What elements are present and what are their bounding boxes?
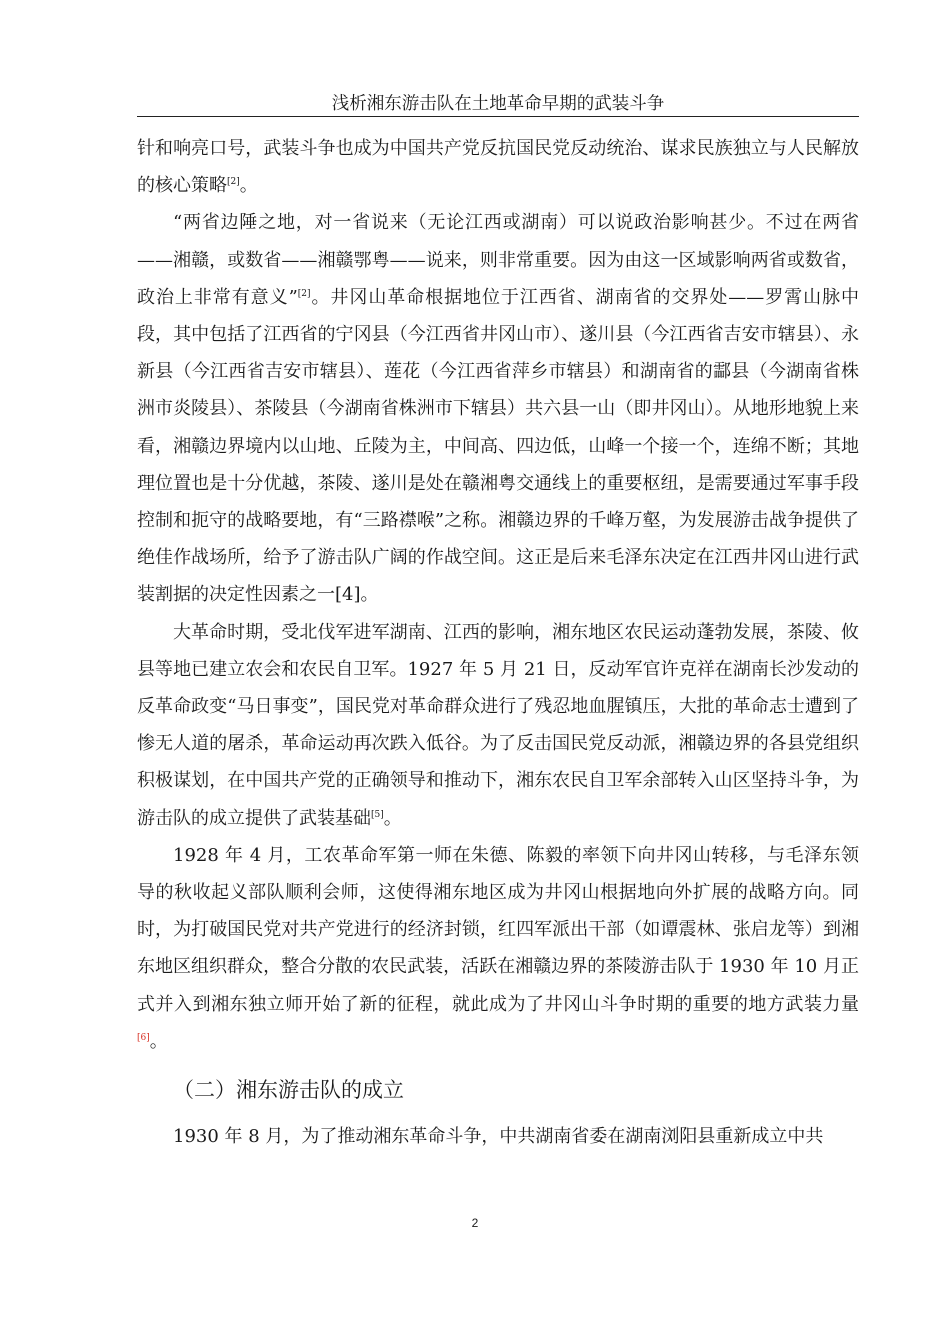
paragraph-text-end: 。: [149, 1030, 168, 1052]
paragraph-5: [137, 1118, 859, 1155]
citation: [2]: [297, 288, 311, 299]
running-header: 浅析湘东游击队在土地革命早期的武装斗争: [331, 94, 665, 114]
citation: [2]: [227, 177, 240, 188]
paragraph-text: 大革命时期，受北伐军进军湖南、江西的影响，湘东地区农民运动蓬勃发展，茶陵、攸县等地已建立农会和农民自卫军。1927 年 5 月 21 日，反动军官许克祥在湖南长沙发动的反革命政变“马日事变”，国民党对革命群众进行了残忍地血腥镇压，大批的革命志士遭到了惨无人道的屠杀，革命运动再次跌入低谷。为了反击国民党反动派，湘赣边界的各县党组织积极谋划，在中国共产党的正确领导和推动下，湘东农民自卫军余部转入山区坚持斗争，为游击队的成立提供了武装基础: [137, 621, 859, 829]
paragraph-3: [137, 614, 859, 837]
paragraph-text: “两省边陲之地，对一省说来（无论江西或湖南）可以说政治影响甚少。不过在两省——湘赣，或数省——湘赣鄂粤——说来，则非常重要。因为由这一区域影响两省或数省，政治上非常有意义”: [137, 212, 859, 308]
citation: [6]: [137, 1032, 150, 1043]
paragraph-text-end: 。井冈山革命根据地位于江西省、湖南省的交界处——罗霄山脉中段，其中包括了江西省的宁冈县（今江西省井冈山市）、遂川县（今江西省吉安市辖县）、永新县（今江西省吉安市辖县）、莲花（今江西省萍乡市辖县）和湖南省的酃县（今湖南省株洲市炎陵县）、茶陵县（今湖南省株洲市下辖县）共六县一山（即井冈山）。从地形地貌上来看，湘赣边界境内以山地、丘陵为主，中间高、四边低，山峰一个接一个，连绵不断；其地理位置也是十分优越，茶陵、遂川是处在赣湘粤交通线上的重要枢纽，是需要通过军事手段控制和扼守的战略要地，有“三路襟喉”之称。湘赣边界的千峰万壑，为发展游击战争提供了绝佳作战场所，给予了游击队广阔的作战空间。这正是后来毛泽东决定在江西井冈山进行武装割据的决定性因素之一[4]。: [137, 286, 860, 606]
paragraph-text-end: 。: [239, 175, 258, 197]
paragraph-text-end: 。: [383, 807, 402, 829]
paragraph-text: 针和响亮口号，武装斗争也成为中国共产党反抗国民党反动统治、谋求民族独立与人民解放的核心策略: [137, 138, 859, 197]
paragraph-2: [137, 204, 859, 613]
paragraph-1: [137, 130, 859, 204]
page-number: 2: [471, 1216, 479, 1230]
paragraph-text: 1930 年 8 月，为了推动湘东革命斗争，中共湖南省委在湖南浏阳县重新成立中共: [173, 1126, 824, 1148]
paragraph-text: 1928 年 4 月，工农革命军第一师在朱德、陈毅的率领下向井冈山转移，与毛泽东领导的秋收起义部队顺利会师，这使得湘东地区成为井冈山根据地向外扩展的战略方向。同时，为打破国民党对共产党进行的经济封锁，红四军派出干部（如谭震林、张启龙等）到湘东地区组织群众，整合分散的农民武装，活跃在湘赣边界的茶陵游击队于 1930 年 10 月正式并入到湘东独立师开始了新的征程，就此成为了井冈山斗争时期的重要的地方武装力量: [137, 844, 859, 1015]
section-heading: （二）湘东游击队的成立: [173, 1078, 404, 1103]
header-divider: [137, 116, 859, 117]
document-body: [137, 130, 859, 1155]
paragraph-4: [137, 837, 859, 1060]
citation: [5]: [371, 809, 384, 820]
